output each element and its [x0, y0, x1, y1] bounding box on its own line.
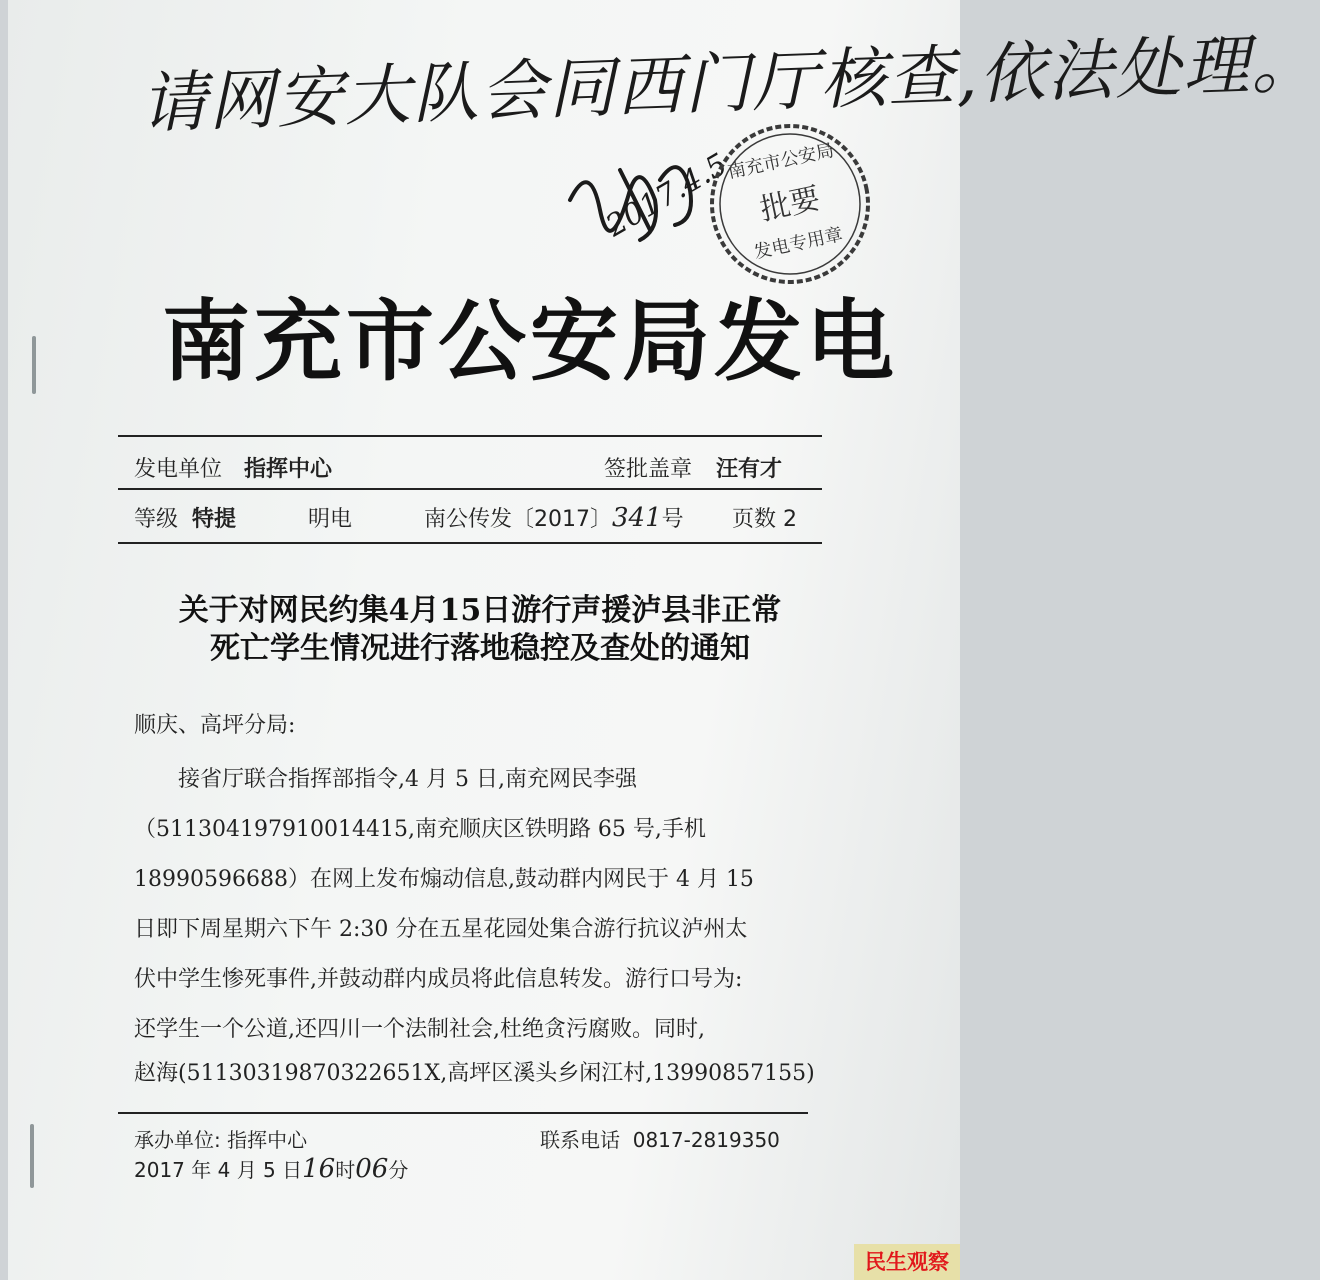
body-line: 18990596688）在网上发布煽动信息,鼓动群内网民于 4 月 15 [134, 867, 754, 892]
handler-unit [134, 1124, 307, 1153]
handwritten-instruction: 请网安大队会同西门厅核查,依法处理。 [139, 24, 1320, 143]
watermark-text: 民生观察 [865, 1250, 949, 1274]
minute-unit: 分 [388, 1158, 409, 1182]
document-number-suffix: 号 [661, 507, 684, 532]
document-number-handwritten: 341 [612, 503, 662, 533]
body-line: 接省厅联合指挥部指令,4 月 5 日,南充网民李强 [134, 767, 637, 792]
page-count-label: 页数 [732, 507, 777, 532]
staple [30, 1124, 34, 1188]
body-line: 还学生一个公道,还四川一个法制社会,杜绝贪污腐败。同时, [134, 1017, 705, 1042]
divider [118, 542, 822, 544]
page-count-value: 2 [783, 507, 798, 532]
divider [118, 488, 822, 490]
handler-label: 承办单位: [134, 1128, 221, 1152]
phone-label: 联系电话 [540, 1128, 620, 1152]
document-number [424, 502, 684, 533]
hour-unit: 时 [335, 1158, 356, 1182]
page-count [732, 502, 797, 533]
level-label: 等级 [134, 507, 179, 532]
body-line: 赵海(51130319870322651X,高坪区溪头乡闲江村,13990857155) [134, 1061, 815, 1086]
watermark-badge [854, 1244, 960, 1280]
notice-title-line-1: 关于对网民约集4月15日游行声援泸县非正常 [178, 593, 782, 628]
addressee: 顺庆、高坪分局: [134, 713, 296, 738]
svg-text:发电专用章: 发电专用章 [752, 223, 845, 264]
svg-text:批要: 批要 [757, 181, 824, 228]
approver-value: 汪有才 [716, 457, 783, 482]
issue-date: 2017 年 4 月 5 日 [134, 1158, 303, 1182]
sender-label: 发电单位 [134, 457, 223, 482]
level-value: 特提 [192, 507, 237, 532]
body-line: 伏中学生惨死事件,并鼓动群内成员将此信息转发。游行口号为: [134, 967, 743, 992]
divider [118, 1112, 808, 1114]
contact-phone [540, 1124, 780, 1153]
staple [32, 336, 36, 394]
body-line: 日即下周星期六下午 2:30 分在五星花园处集合游行抗议泸州太 [134, 917, 748, 942]
phone-value: 0817-2819350 [632, 1128, 780, 1152]
svg-text:南充市公安局: 南充市公安局 [725, 139, 836, 183]
issue-datetime [134, 1154, 408, 1184]
issue-minute-handwritten: 06 [355, 1154, 389, 1184]
document-title: 南充市公安局发电 [162, 290, 899, 393]
issue-hour-handwritten: 16 [302, 1154, 336, 1184]
handler-value: 指挥中心 [227, 1128, 308, 1152]
approver-label: 签批盖章 [604, 457, 693, 482]
telegram-type: 明电 [308, 507, 353, 532]
sender-value: 指挥中心 [244, 457, 333, 482]
divider [118, 435, 822, 437]
notice-title-line-2: 死亡学生情况进行落地稳控及查处的通知 [210, 631, 750, 666]
body-line: （511304197910014415,南充顺庆区铁明路 65 号,手机 [134, 817, 706, 842]
document-number-prefix: 南公传发〔2017〕 [424, 507, 612, 532]
signature-date: 2017.4.5 [600, 146, 734, 245]
